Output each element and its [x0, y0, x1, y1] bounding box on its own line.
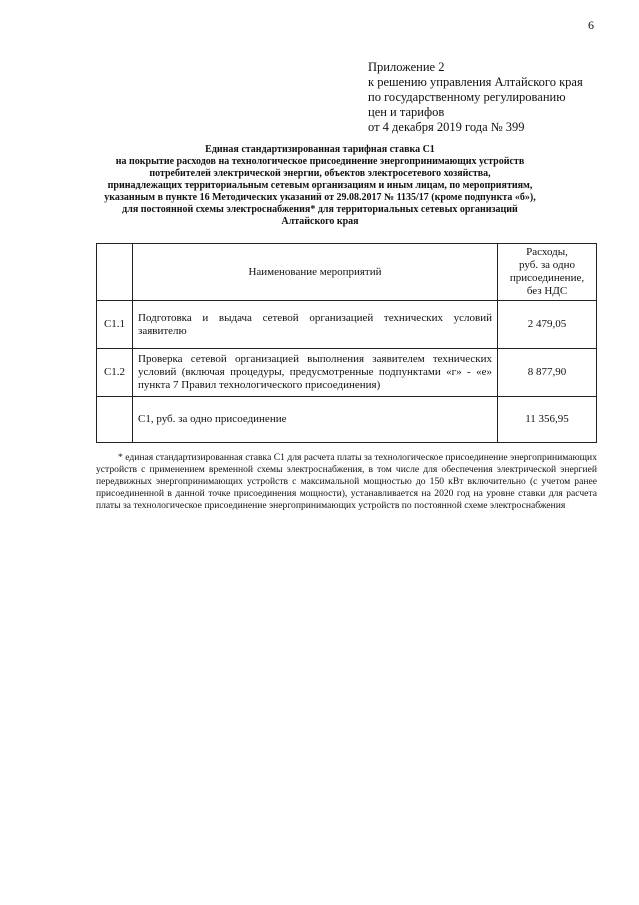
title-line: указанным в пункте 16 Методических указаний от 29.08.2017 № 1135/17 (кроме подпункта «б»),	[104, 192, 536, 203]
table-total-row	[97, 397, 597, 443]
document-title	[70, 144, 570, 228]
row-name: С1, руб. за одно присоединение	[133, 397, 498, 443]
row-cost: 11 356,95	[498, 397, 597, 443]
appendix-line: цен и тарифов	[368, 105, 445, 119]
rates-table	[96, 243, 597, 443]
title-line: потребителей электрической энергии, объектов электросетевого хозяйства,	[149, 168, 491, 179]
row-code: С1.2	[97, 349, 133, 397]
appendix-line: к решению управления Алтайского края	[368, 75, 583, 89]
title-line: Алтайского края	[281, 216, 359, 227]
header-cost-line: руб. за одно	[519, 259, 575, 271]
appendix-line: от 4 декабря 2019 года № 399	[368, 120, 525, 134]
title-line: на покрытие расходов на технологическое присоединение энергопринимающих устройств	[115, 156, 525, 167]
table-row	[97, 349, 597, 397]
appendix-header	[368, 60, 628, 135]
header-code	[97, 244, 133, 301]
header-name: Наименование мероприятий	[133, 244, 498, 301]
row-name: Проверка сетевой организацией выполнения заявителем технических условий (включая процедуры, предусмотренные подпунктами «г» - «е» пункта 7 Правил технологического присоединения)	[133, 349, 498, 397]
row-name: Подготовка и выдача сетевой организацией технических условий заявителю	[133, 301, 498, 349]
table-row	[97, 301, 597, 349]
header-cost	[498, 244, 597, 301]
row-code	[97, 397, 133, 443]
header-cost-line: присоединение,	[509, 272, 585, 284]
title-line: Единая стандартизированная тарифная ставка С1	[205, 144, 435, 155]
header-cost-line: Расходы,	[526, 246, 568, 258]
title-line: принадлежащих территориальным сетевым организациям и иным лицам, по мероприятиям,	[107, 180, 533, 191]
title-line: для постоянной схемы электроснабжения* для территориальных сетевых организаций	[122, 204, 518, 215]
page-number: 6	[588, 18, 594, 32]
footnote: * единая стандартизированная ставка С1 для расчета платы за технологическое присоединение энергопринимающих устройств с применением временной схемы электроснабжения, в том числе для обеспечения электрической энергией передвижных энергопринимающих устройств с максимальной мощностью до 150 кВт включительно (с учетом ранее присоединенной в данной точке присоединения мощности), устанавливается на 2020 год на уровне ставки для расчета платы за технологическое присоединение энергопринимающих устройств по постоянной схеме электроснабжения	[96, 452, 597, 511]
row-cost: 2 479,05	[498, 301, 597, 349]
row-code: С1.1	[97, 301, 133, 349]
appendix-line: по государственному регулированию	[368, 90, 566, 104]
appendix-line: Приложение 2	[368, 60, 445, 74]
header-cost-line: без НДС	[526, 285, 568, 297]
table-header-row	[97, 244, 597, 301]
row-cost: 8 877,90	[498, 349, 597, 397]
